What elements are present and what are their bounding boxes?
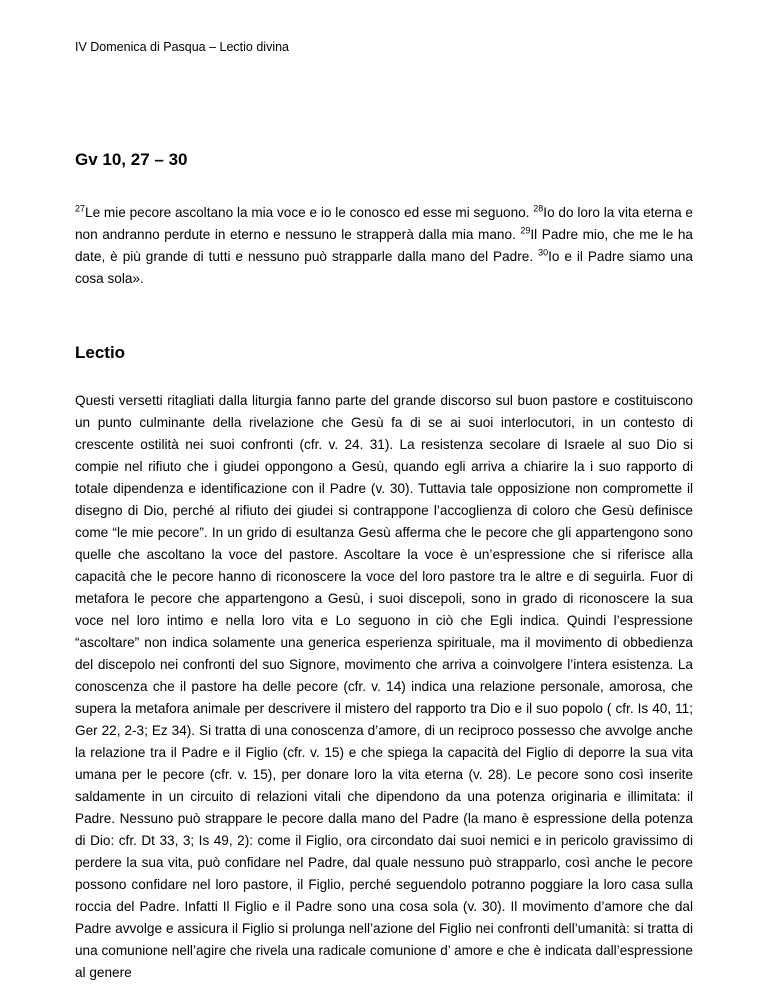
verse-number: 28 [533,203,544,214]
verse [75,205,533,220]
verse-number: 27 [75,203,86,214]
gospel-passage [75,202,693,290]
verse-number: 30 [538,247,549,258]
verse-number: 29 [520,225,531,236]
verse-text: Io e il Padre siamo una cosa sola». [75,249,693,286]
lectio-heading: Lectio [75,343,126,362]
running-header: IV Domenica di Pasqua – Lectio divina [75,40,290,54]
lectio-paragraph: Questi versetti ritagliati dalla liturgia fanno parte del grande discorso sul buon pastore e costituiscono un punto culminante della rivelazione che Gesù fa di se ai suoi interlocutori, in un contesto di crescente ostilità nei suoi confronti (cfr. v. 24. 31). La resistenza secolare di Israele al suo Dio si compie nel rifiuto che i giudei oppongono a Gesù, quando egli arriva a chiarire la i suo rapporto di totale dipendenza e identificazione con il Padre (v. 30). Tuttavia tale opposizione non compromette il disegno di Dio, perché al rifiuto dei giudei si contrappone l’accoglienza di coloro che Gesù definisce come “le mie pecore”. In un grido di esultanza Gesù afferma che le pecore che gli appartengono sono quelle che ascoltano la voce del pastore. Ascoltare la voce è un’espressione che si riferisce alla capacità che le pecore hanno di riconoscere la voce del loro pastore tra le altre e di seguirla. Fuor di metafora le pecore che appartengono a Gesù, i suoi discepoli, sono in grado di riconoscere la sua voce nel loro intimo e nella loro vita e Lo seguono in ciò che Egli indica. Quindi l’espressione “ascoltare” non indica solamente una generica esperienza spirituale, ma il movimento di obbedienza del discepolo nei confronti del suo Signore, movimento che arriva a coinvolgere l’intera esistenza. La conoscenza che il pastore ha delle pecore (cfr. v. 14) indica una relazione personale, amorosa, che supera la metafora animale per descrivere il mistero del rapporto tra Dio e il suo popolo ( cfr. Is 40, 11; Ger 22, 2-3; Ez 34). Si tratta di una conoscenza d’amore, di un reciproco possesso che avvolge anche la relazione tra il Padre e il Figlio (cfr. v. 15) e che spiega la capacità del Figlio di deporre la sua vita umana per le pecore (cfr. v. 15), per donare loro la vita eterna (v. 28). Le pecore sono così inserite saldamente in un circuito di relazioni vitali che dipendono da una potenza originaria e illimitata: il Padre. Nessuno può strappare le pecore dalla mano del Padre (la mano è espressione della potenza di Dio: cfr. Dt 33, 3; Is 49, 2): come il Figlio, ora circondato dai suoi nemici e in pericolo gravissimo di perdere la sua vita, può confidare nel Padre, dal quale nessuno può strapparlo, così anche le pecore possono confidare nel loro pastore, il Figlio, perché seguendolo potranno poggiare la loro casa sulla roccia del Padre. Infatti Il Figlio e il Padre sono una cosa sola (v. 30). Il movimento d’amore che dal Padre avvolge e assicura il Figlio si prolunga nell’azione del Figlio nei confronti dell’umanità: si tratta di una comunione nell’agire che rivela una radicale comunione d’ amore e che è indicata dall’espressione al genere [75,393,693,980]
verse-text: Io do loro la vita eterna e non andranno perdute in eterno e nessuno le strapperà dalla mia mano. [75,205,693,242]
verse-text: Il Padre mio, che me le ha date, è più grande di tutti e nessuno può strapparle dalla mano del Padre. [75,227,693,264]
passage-heading: Gv 10, 27 – 30 [75,150,188,169]
verse-text: Le mie pecore ascoltano la mia voce e io le conosco ed esse mi seguono. [85,205,534,220]
